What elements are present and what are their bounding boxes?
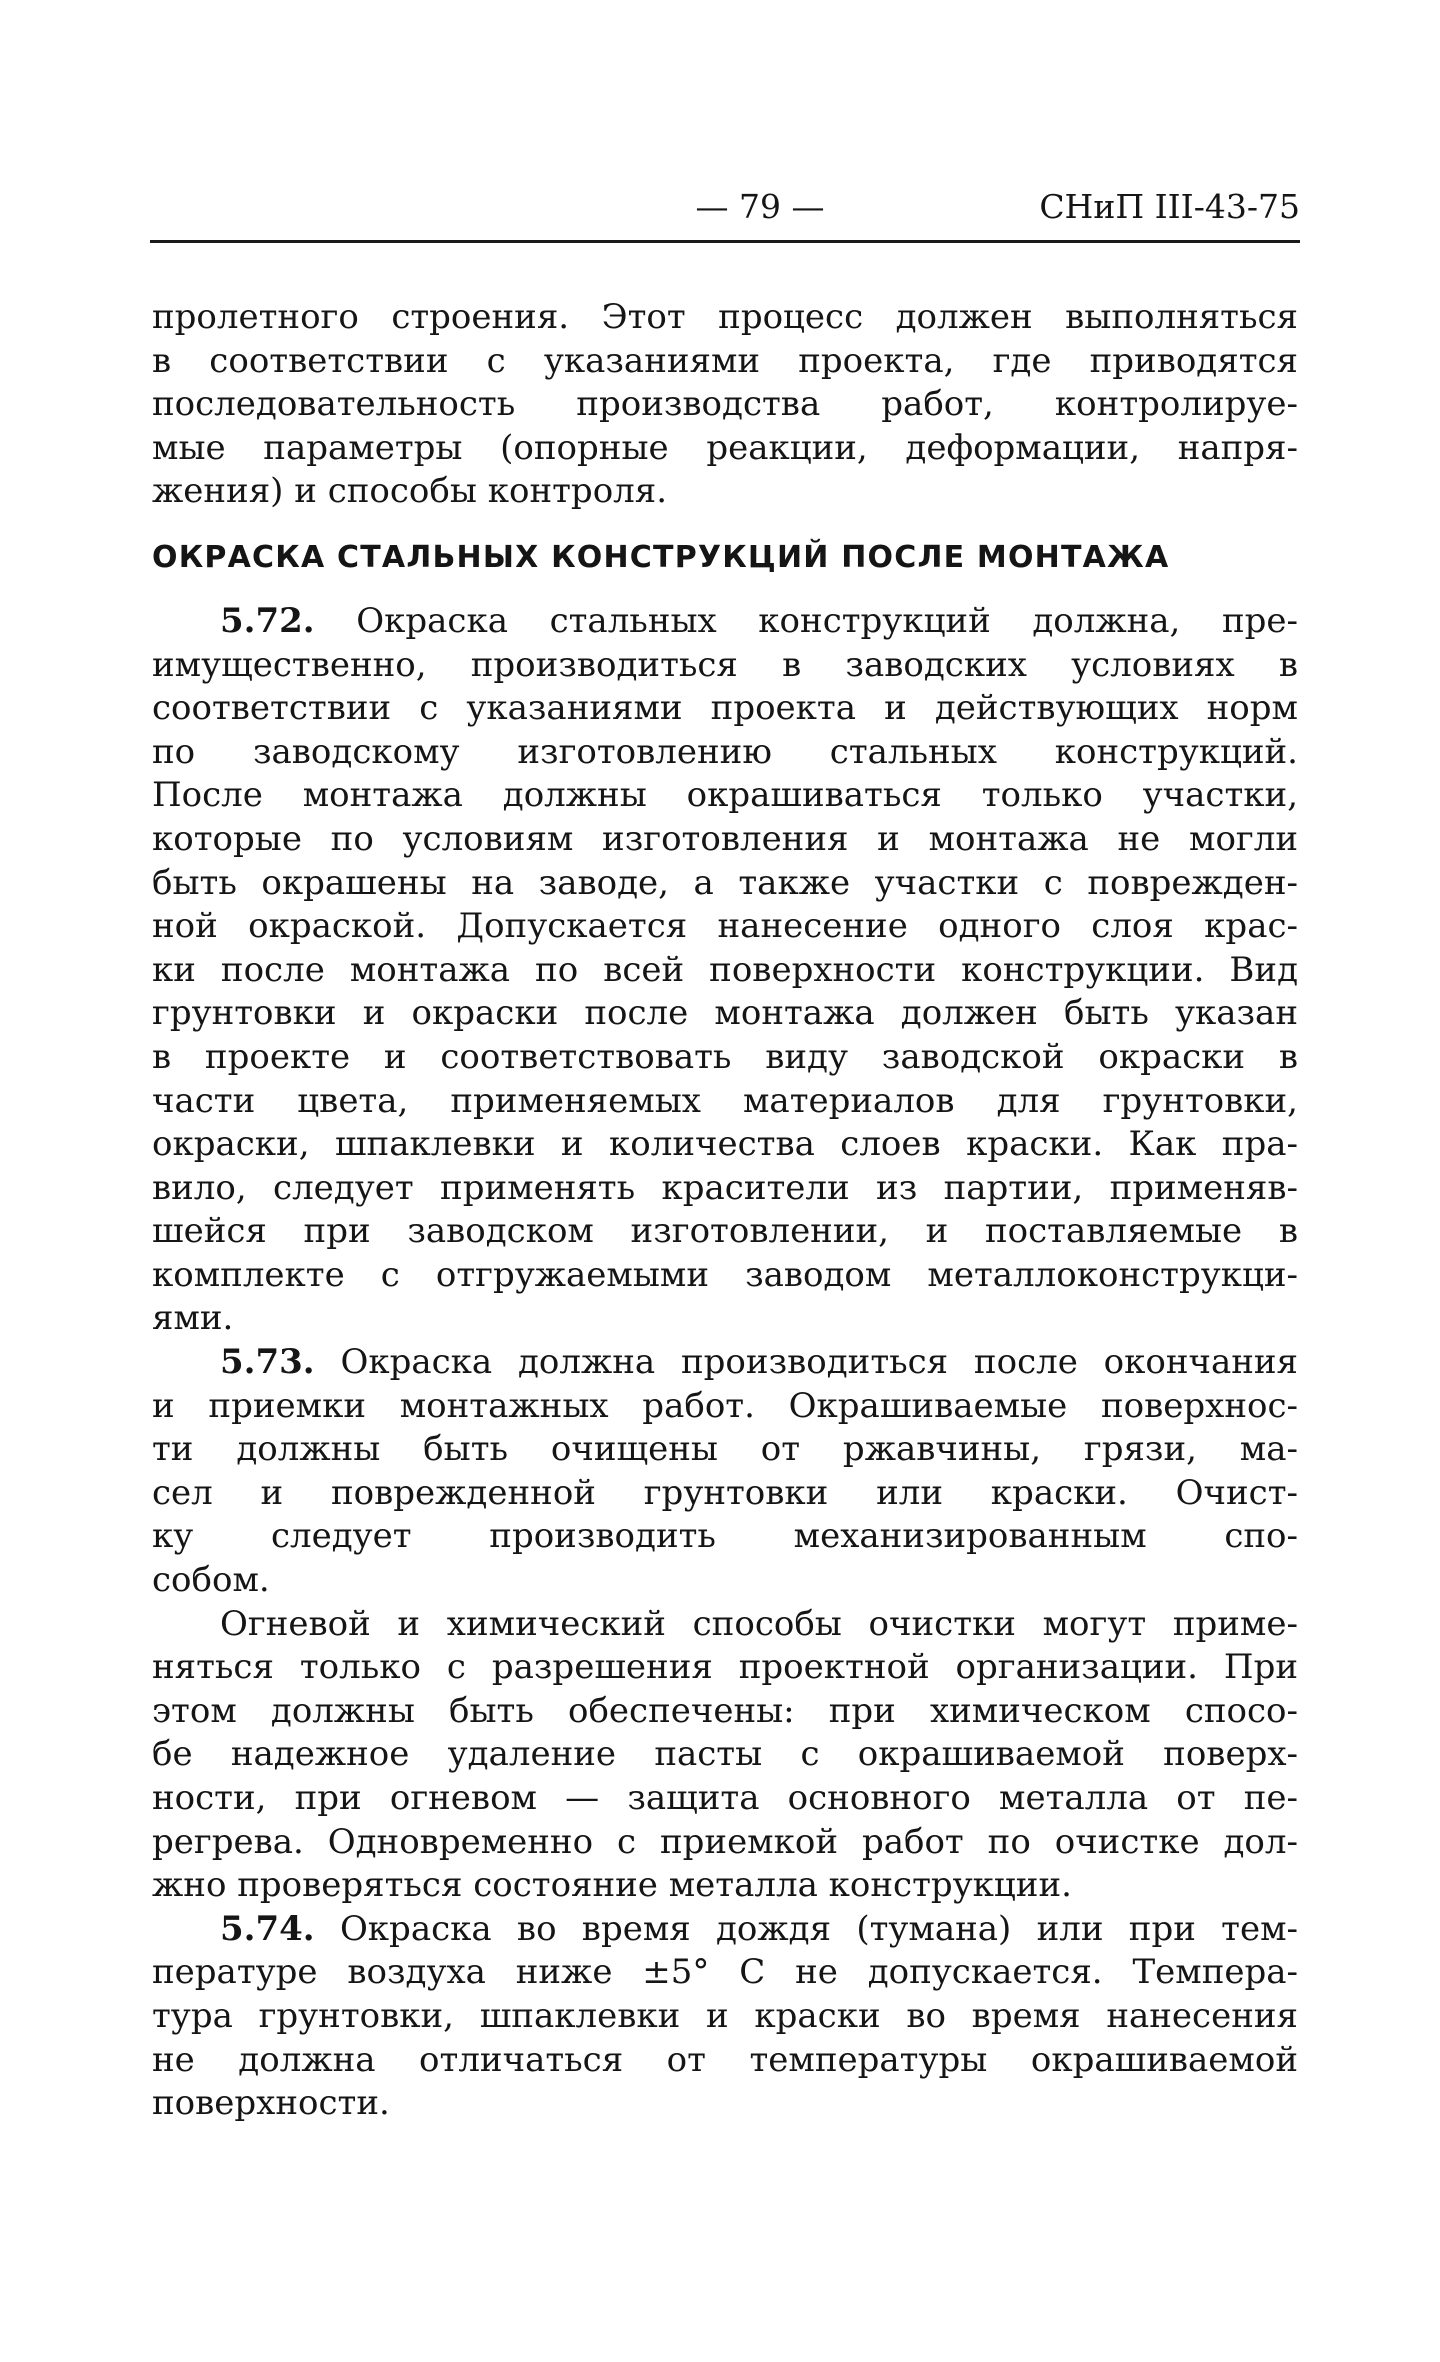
clause-text: Окраска во время дождя (тумана) или при тем- — [339, 1908, 1299, 1949]
clause-number: 5.74. — [220, 1908, 315, 1949]
text-line: пературе воздуха ниже ±5° С не допускается. Темпера- — [152, 1952, 1298, 1993]
text-line: и приемки монтажных работ. Окрашиваемые поверхнос- — [152, 1385, 1298, 1426]
paragraph-first-line — [152, 1341, 1298, 1385]
body-text — [152, 296, 1298, 2126]
text-line: последовательность производства работ, контролируе- — [152, 384, 1298, 425]
text-line: этом должны быть обеспечены: при химическом спосо- — [152, 1690, 1298, 1731]
page-number: — 79 — — [695, 187, 825, 226]
text-line: шейся при заводском изготовлении, и поставляемые в — [152, 1211, 1298, 1252]
text-line: части цвета, применяемых материалов для грунтовки, — [152, 1080, 1298, 1121]
paragraph-5-72 — [152, 600, 1298, 1341]
text-line: ки после монтажа по всей поверхности конструкции. Вид — [152, 949, 1298, 990]
text-line: соответствии с указаниями проекта и действующих норм — [152, 688, 1298, 729]
text-line: сел и поврежденной грунтовки или краски. Очист- — [152, 1472, 1298, 1513]
intro-paragraph — [152, 296, 1298, 514]
clause-number: 5.72. — [220, 600, 315, 641]
text-line: ной окраской. Допускается нанесение одного слоя крас- — [152, 906, 1298, 947]
text-line: тура грунтовки, шпаклевки и краски во время нанесения — [152, 1995, 1298, 2036]
text-line: ти должны быть очищены от ржавчины, грязи, ма- — [152, 1429, 1298, 1470]
paragraph-5-74 — [152, 1908, 1298, 2126]
text-line: не должна отличаться от температуры окрашиваемой — [152, 2039, 1298, 2080]
text-line: комплекте с отгружаемыми заводом металлоконструкци- — [152, 1254, 1298, 1295]
text-line: мые параметры (опорные реакции, деформации, напря- — [152, 427, 1298, 468]
text-line: в соответствии с указаниями проекта, где приводятся — [152, 340, 1298, 381]
text-line: После монтажа должны окрашиваться только участки, — [152, 775, 1298, 816]
paragraph-cleaning-methods — [152, 1603, 1298, 1908]
text-line: быть окрашены на заводе, а также участки с поврежден- — [152, 862, 1298, 903]
text-line: жно проверяться состояние металла конструкции. — [152, 1865, 1072, 1906]
text-line: собом. — [152, 1560, 270, 1601]
clause-number: 5.73. — [220, 1342, 315, 1383]
text-line: жения) и способы контроля. — [152, 471, 668, 512]
clause-text: Окраска стальных конструкций должна, пре- — [356, 600, 1299, 641]
text-line: по заводскому изготовлению стальных конструкций. — [152, 731, 1298, 772]
text-line: ности, при огневом — защита основного металла от пе- — [152, 1778, 1298, 1818]
paragraph-first-line — [152, 1908, 1298, 1952]
header-rule — [150, 240, 1300, 243]
text-line: ями. — [152, 1298, 234, 1339]
paragraph-first-line — [152, 600, 1298, 644]
text-line: вило, следует применять красители из партии, применяв- — [152, 1167, 1298, 1208]
text-line: ку следует производить механизированным спо- — [152, 1516, 1298, 1557]
page-header — [150, 187, 1300, 237]
text-line: грунтовки и окраски после монтажа должен быть указан — [152, 993, 1298, 1034]
text-line: няться только с разрешения проектной организации. При — [152, 1647, 1298, 1688]
text-line: в проекте и соответствовать виду заводской окраски в — [152, 1036, 1298, 1077]
clause-text: Окраска должна производиться после окончания — [340, 1342, 1299, 1383]
paragraph-5-73 — [152, 1341, 1298, 1603]
text-line: бе надежное удаление пасты с окрашиваемой поверх- — [152, 1734, 1298, 1775]
text-line: имущественно, производиться в заводских условиях в — [152, 644, 1298, 685]
text-line: поверхности. — [152, 2083, 390, 2124]
document-code: СНиП III-43-75 — [1039, 187, 1300, 226]
text-line: Огневой и химический способы очистки могут приме- — [220, 1603, 1298, 1644]
text-line: пролетного строения. Этот процесс должен выполняться — [152, 297, 1298, 337]
text-line: которые по условиям изготовления и монтажа не могли — [152, 818, 1298, 859]
section-heading: ОКРАСКА СТАЛЬНЫХ КОНСТРУКЦИЙ ПОСЛЕ МОНТАЖА — [152, 539, 1170, 575]
text-line: регрева. Одновременно с приемкой работ по очистке дол- — [152, 1821, 1298, 1862]
text-line: окраски, шпаклевки и количества слоев краски. Как пра- — [152, 1124, 1298, 1165]
